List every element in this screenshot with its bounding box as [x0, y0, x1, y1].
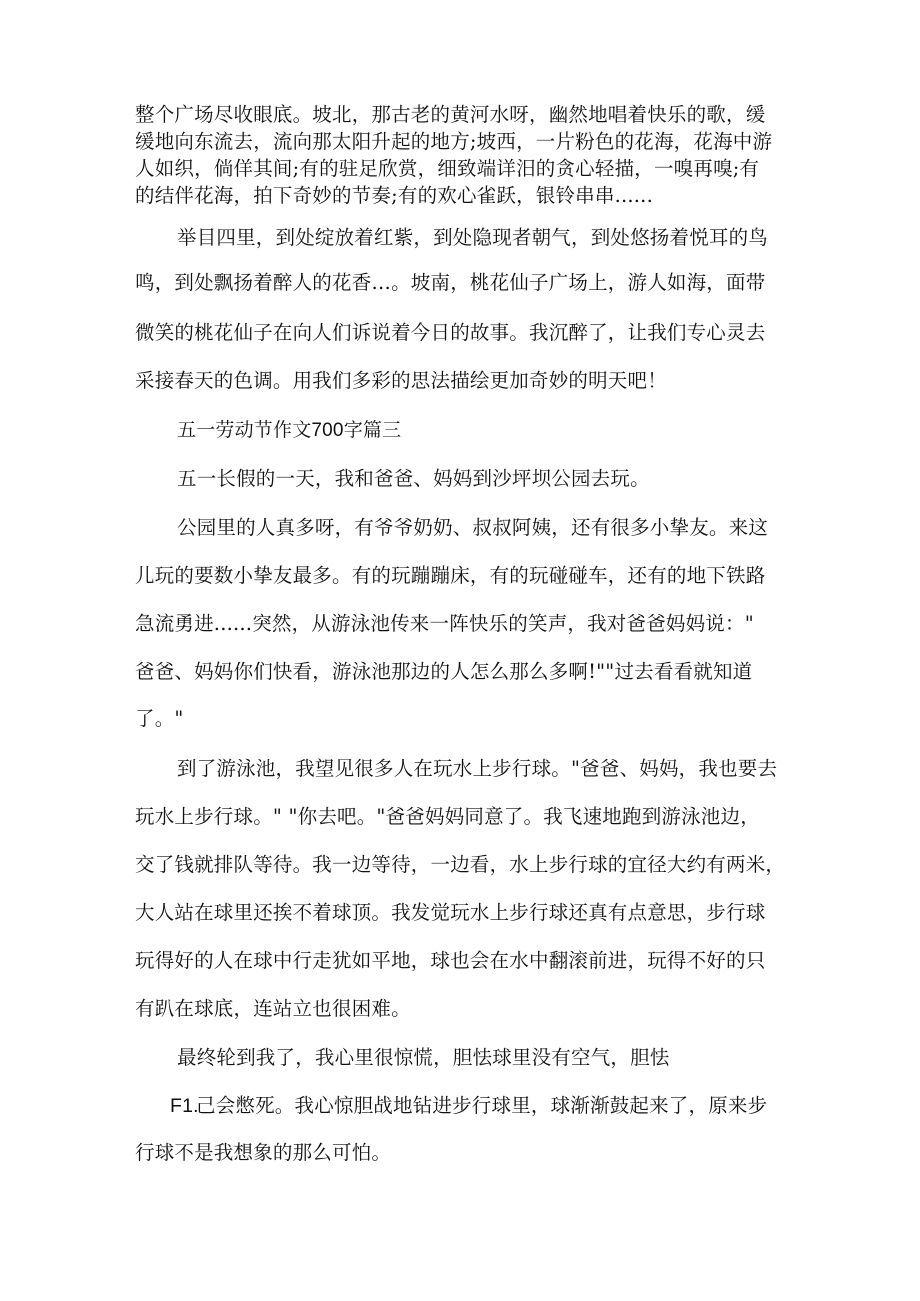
paragraph-6-line-1: 最终轮到我了，我心里很惊慌，胆怯球里没有空气，胆怯 — [177, 1046, 670, 1069]
paragraph-4-line-1: 公园里的人真多呀，有爷爷奶奶、叔叔阿姨，还有很多小挚友。来这 — [177, 516, 769, 539]
paragraph-2-line-4: 采接春天的色调。用我们多彩的思法描绘更加奇妙的明天吧！ — [135, 369, 667, 392]
paragraph-2-line-1: 举目四里，到处绽放着红紫，到处隐现者朝气，到处悠扬着悦耳的鸟 — [177, 226, 769, 249]
paragraph-5-line-1: 到了游泳池，我望见很多人在玩水上步行球。"爸爸、妈妈，我也要去 — [177, 757, 778, 780]
paragraph-7-marker: F1. — [170, 1095, 199, 1117]
section-heading: 五一劳动节作文700字篇三 — [177, 420, 402, 441]
paragraph-4-line-3: 急流勇进......突然，从游泳池传来一阵快乐的笑声，我对爸爸妈妈说：" — [135, 612, 754, 635]
paragraph-2-line-3: 微笑的桃花仙子在向人们诉说着今日的故事。我沉醉了，让我们专心灵去 — [135, 321, 766, 344]
paragraph-5-line-4: 大人站在球里还挨不着球顶。我发觉玩水上步行球还真有点意思，步行球 — [135, 901, 766, 924]
paragraph-3-line-1: 五一长假的一天，我和爸爸、妈妈到沙坪坝公园去玩。 — [177, 467, 650, 490]
paragraph-7-line-1: 己会憋死。我心惊胆战地钻进步行球里，球渐渐鼓起来了，原来步 — [196, 1094, 768, 1117]
paragraph-1-line-3: 人如织，倘佯其间;有的驻足欣赏，细致端详汨的贪心轻描，一嗅再嗅;有 — [135, 157, 760, 180]
paragraph-1-line-2: 缓地向东流去，流向那太阳升起的地方;坡西，一片粉色的花海，花海中游 — [135, 130, 773, 153]
paragraph-4-line-4: 爸爸、妈妈你们快看，游泳池那边的人怎么那么多啊!""过去看看就知道 — [135, 660, 753, 683]
paragraph-1-line-4: 的结伴花海，拍下奇妙的节奏;有的欢心雀跃，银铃串串...... — [135, 184, 653, 207]
paragraph-5-line-2: 玩水上步行球。" "你去吧。"爸爸妈妈同意了。我飞速地跑到游泳池边， — [135, 805, 760, 828]
paragraph-5-line-6: 有趴在球底，连站立也很困难。 — [135, 997, 411, 1020]
paragraph-7-line-2: 行球不是我想象的那么可怕。 — [135, 1141, 392, 1164]
paragraph-2-line-2: 鸣，到处飘扬着醉人的花香…。坡南，桃花仙子广场上，游人如海，面带 — [135, 271, 766, 294]
paragraph-5-line-5: 玩得好的人在球中行走犹如平地，球也会在水中翻滚前进，玩得不好的只 — [135, 949, 766, 972]
paragraph-1-line-1: 整个广场尽收眼底。坡北，那古老的黄河水呀，幽然地唱着快乐的歌，缓 — [135, 103, 766, 126]
paragraph-5-line-3: 交了钱就排队等待。我一边等待，一边看，水上步行球的宜径大约有两米， — [135, 853, 786, 876]
paragraph-4-line-2: 儿玩的要数小挚友最多。有的玩蹦蹦床，有的玩碰碰车，还有的地下铁路 — [135, 564, 766, 587]
paragraph-4-line-5: 了。" — [135, 707, 184, 730]
